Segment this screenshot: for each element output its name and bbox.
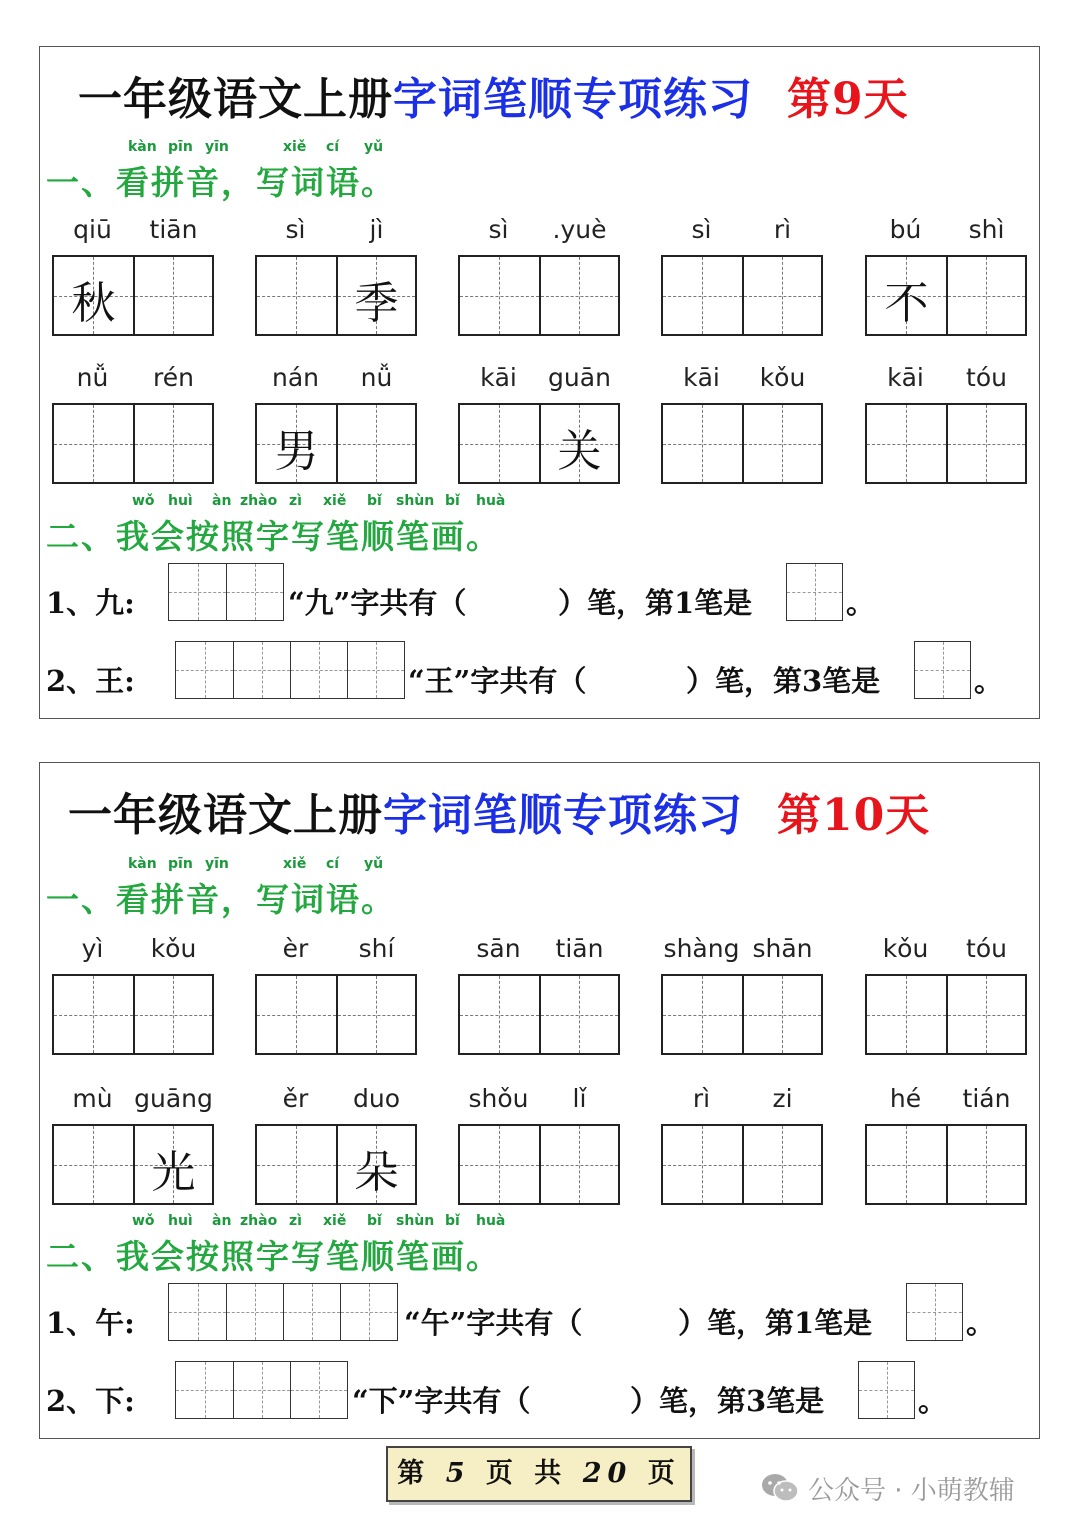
filled-char: 关 <box>557 426 602 477</box>
tianzige-grid <box>661 974 823 1055</box>
tianzige-grid <box>255 255 417 336</box>
writing-cell[interactable] <box>946 405 1025 482</box>
page-label: 页 共 <box>485 1458 568 1489</box>
ruby: pīn <box>168 139 193 155</box>
question-label: 1、九: <box>46 586 135 620</box>
stroke-question-1 <box>46 563 1026 625</box>
word-item <box>52 363 214 493</box>
ruby: bǐ <box>367 1213 382 1229</box>
pinyin: guāng <box>134 1084 213 1113</box>
writing-cell[interactable] <box>742 405 821 482</box>
writing-cell[interactable] <box>133 976 212 1053</box>
pinyin: guān <box>548 363 611 392</box>
tianzige-grid <box>865 974 1027 1055</box>
pinyin: jì <box>369 215 384 244</box>
writing-cell[interactable] <box>946 1126 1025 1203</box>
pinyin: rì <box>692 1084 711 1113</box>
tianzige-grid <box>661 1124 823 1205</box>
pinyin: nán <box>271 363 319 392</box>
page-indicator <box>386 1446 692 1502</box>
section2-pinyin <box>132 493 612 511</box>
stroke-order-grid <box>168 1283 398 1341</box>
ruby: xiě <box>283 856 307 872</box>
word-item <box>458 934 620 1064</box>
writing-cell[interactable] <box>867 976 946 1053</box>
answer-box[interactable] <box>858 1361 915 1419</box>
writing-cell[interactable] <box>54 257 133 334</box>
word-item <box>255 363 417 493</box>
stroke-question-1 <box>46 1283 1026 1345</box>
stroke-cell[interactable] <box>290 642 347 698</box>
question-text: “九”字共有（ <box>288 586 467 620</box>
tianzige-grid <box>52 1124 214 1205</box>
title-topic: 字词笔顺专项练习 <box>393 74 753 125</box>
writing-cell[interactable] <box>460 1126 539 1203</box>
section2-heading: 二、我会按照字写笔顺笔画。 <box>46 517 501 556</box>
ruby: huà <box>476 493 506 509</box>
pinyin: tián <box>962 1084 1011 1113</box>
page-total: 20 <box>582 1458 633 1489</box>
ruby: bǐ <box>445 493 460 509</box>
question-end: 。 <box>974 664 1004 698</box>
writing-cell[interactable] <box>742 257 821 334</box>
writing-cell[interactable] <box>539 976 618 1053</box>
writing-cell[interactable] <box>257 1126 336 1203</box>
word-item <box>255 934 417 1064</box>
writing-cell[interactable] <box>539 405 618 482</box>
pinyin: kāi <box>480 363 517 392</box>
writing-cell[interactable] <box>54 405 133 482</box>
filled-char: 男 <box>274 426 319 477</box>
pinyin: nǚ <box>76 363 109 392</box>
ruby: huì <box>168 1213 193 1229</box>
pinyin: kǒu <box>150 934 197 963</box>
ruby: xiě <box>283 139 307 155</box>
stroke-cell[interactable] <box>233 642 290 698</box>
filled-char: 季 <box>354 278 399 329</box>
ruby: cí <box>326 139 340 155</box>
pinyin: sān <box>476 934 521 963</box>
word-item <box>52 1084 214 1214</box>
writing-cell[interactable] <box>663 257 742 334</box>
tianzige-grid <box>255 403 417 484</box>
ruby: zì <box>289 493 302 509</box>
ruby: kàn <box>128 856 157 872</box>
word-item <box>255 215 417 345</box>
question-text: ）笔，第1笔是 <box>678 1306 873 1340</box>
pinyin: sì <box>488 215 509 244</box>
pinyin: lǐ <box>572 1084 587 1113</box>
ruby: zhào <box>240 1213 278 1229</box>
section1-pinyin <box>128 856 428 874</box>
writing-cell[interactable] <box>460 976 539 1053</box>
writing-cell[interactable] <box>946 257 1025 334</box>
wechat-icon <box>760 1472 800 1504</box>
pinyin: tóu <box>966 363 1007 392</box>
question-end: 。 <box>846 586 876 620</box>
writing-cell[interactable] <box>336 1126 415 1203</box>
answer-box[interactable] <box>906 1283 963 1341</box>
writing-cell[interactable] <box>663 1126 742 1203</box>
section1-pinyin <box>128 139 428 157</box>
ruby: zì <box>289 1213 302 1229</box>
ruby: yīn <box>205 139 229 155</box>
worksheet-title <box>40 63 1039 133</box>
question-text: ）笔，第1笔是 <box>558 586 753 620</box>
stroke-cell[interactable] <box>226 564 283 620</box>
pinyin: kǒu <box>759 363 806 392</box>
writing-cell[interactable] <box>257 405 336 482</box>
writing-cell[interactable] <box>946 976 1025 1053</box>
pinyin: rì <box>773 215 792 244</box>
filled-char: 秋 <box>71 278 116 329</box>
stroke-cell[interactable] <box>290 1362 347 1418</box>
worksheet-day-10 <box>39 762 1040 1439</box>
writing-cell[interactable] <box>54 976 133 1053</box>
stroke-order-grid <box>175 1361 348 1419</box>
pinyin: tiān <box>555 934 604 963</box>
word-item <box>661 363 823 493</box>
stroke-cell[interactable] <box>176 1362 233 1418</box>
page-number: 5 <box>445 1458 471 1489</box>
tianzige-grid <box>458 255 620 336</box>
word-item <box>661 1084 823 1214</box>
ruby: zhào <box>240 493 278 509</box>
filled-char: 光 <box>151 1147 196 1198</box>
ruby: huì <box>168 493 193 509</box>
stroke-cell[interactable] <box>169 564 226 620</box>
word-item <box>865 215 1027 345</box>
pinyin: shí <box>358 934 395 963</box>
page-label: 第 <box>397 1458 431 1489</box>
ruby: shùn <box>396 493 435 509</box>
writing-cell[interactable] <box>133 257 212 334</box>
writing-cell[interactable] <box>742 976 821 1053</box>
stroke-cell[interactable] <box>283 1284 340 1340</box>
ruby: bǐ <box>445 1213 460 1229</box>
stroke-question-2 <box>46 641 1026 703</box>
pinyin: shì <box>968 215 1005 244</box>
ruby: xiě <box>323 1213 347 1229</box>
writing-cell[interactable] <box>539 257 618 334</box>
word-item <box>458 1084 620 1214</box>
pinyin: hé <box>889 1084 922 1113</box>
question-end: 。 <box>966 1306 996 1340</box>
pinyin: tóu <box>966 934 1007 963</box>
question-text: ）笔，第3笔是 <box>686 664 881 698</box>
writing-cell[interactable] <box>54 1126 133 1203</box>
tianzige-grid <box>458 1124 620 1205</box>
word-item <box>661 215 823 345</box>
tianzige-grid <box>661 403 823 484</box>
tianzige-grid <box>661 255 823 336</box>
section2-pinyin <box>132 1213 612 1231</box>
pinyin: èr <box>282 934 309 963</box>
writing-cell[interactable] <box>867 1126 946 1203</box>
tianzige-grid <box>865 403 1027 484</box>
word-item <box>458 215 620 345</box>
worksheet-title <box>40 779 1039 849</box>
pinyin: sì <box>285 215 306 244</box>
page-label: 页 <box>647 1458 681 1489</box>
word-item <box>661 934 823 1064</box>
pinyin: ěr <box>282 1084 309 1113</box>
ruby: cí <box>326 856 340 872</box>
title-topic: 字词笔顺专项练习 <box>383 790 743 841</box>
section2-heading: 二、我会按照字写笔顺笔画。 <box>46 1237 501 1276</box>
tianzige-grid <box>52 255 214 336</box>
ruby: kàn <box>128 139 157 155</box>
word-item <box>52 215 214 345</box>
filled-char: 朵 <box>354 1147 399 1198</box>
word-item <box>865 1084 1027 1214</box>
ruby: shùn <box>396 1213 435 1229</box>
stroke-cell[interactable] <box>226 1284 283 1340</box>
pinyin: shàng <box>663 934 740 963</box>
writing-cell[interactable] <box>867 257 946 334</box>
question-text: ）笔，第3笔是 <box>630 1384 825 1418</box>
ruby: wǒ <box>132 1213 155 1229</box>
stroke-order-grid <box>175 641 405 699</box>
title-grade: 一年级语文上册 <box>78 74 393 125</box>
ruby: yǔ <box>364 139 384 155</box>
question-text: “午”字共有（ <box>404 1306 583 1340</box>
ruby: huà <box>476 1213 506 1229</box>
writing-cell[interactable] <box>336 405 415 482</box>
section1-heading: 一、看拼音，写词语。 <box>46 163 396 202</box>
word-item <box>865 934 1027 1064</box>
writing-cell[interactable] <box>257 976 336 1053</box>
tianzige-grid <box>865 1124 1027 1205</box>
ruby: àn <box>212 493 232 509</box>
pinyin: kāi <box>683 363 720 392</box>
section1-heading: 一、看拼音，写词语。 <box>46 880 396 919</box>
ruby: yīn <box>205 856 229 872</box>
question-end: 。 <box>918 1384 948 1418</box>
worksheet-day-9 <box>39 46 1040 719</box>
writing-cell[interactable] <box>867 405 946 482</box>
writing-cell[interactable] <box>460 257 539 334</box>
pinyin: zi <box>772 1084 793 1113</box>
writing-cell[interactable] <box>133 405 212 482</box>
title-grade: 一年级语文上册 <box>68 790 383 841</box>
pinyin: kǒu <box>882 934 929 963</box>
pinyin: yì <box>81 934 104 963</box>
writing-cell[interactable] <box>539 1126 618 1203</box>
pinyin: duo <box>352 1084 400 1113</box>
question-label: 1、午: <box>46 1306 135 1340</box>
pinyin: bú <box>889 215 922 244</box>
stroke-cell[interactable] <box>347 642 404 698</box>
ruby: xiě <box>323 493 347 509</box>
tianzige-grid <box>255 974 417 1055</box>
question-text: “下”字共有（ <box>352 1384 531 1418</box>
stroke-cell[interactable] <box>340 1284 397 1340</box>
writing-cell[interactable] <box>257 257 336 334</box>
pinyin: shān <box>752 934 813 963</box>
stroke-question-2 <box>46 1361 1026 1423</box>
tianzige-grid <box>458 403 620 484</box>
pinyin: rén <box>153 363 194 392</box>
pinyin: kāi <box>887 363 924 392</box>
stroke-cell[interactable] <box>169 1284 226 1340</box>
ruby: yǔ <box>364 856 384 872</box>
pinyin: shǒu <box>468 1084 529 1113</box>
writing-cell[interactable] <box>336 257 415 334</box>
word-item <box>255 1084 417 1214</box>
tianzige-grid <box>865 255 1027 336</box>
question-label: 2、下: <box>46 1384 135 1418</box>
ruby: àn <box>212 1213 232 1229</box>
ruby: wǒ <box>132 493 155 509</box>
question-label: 2、王: <box>46 664 135 698</box>
pinyin: .yuè <box>552 215 607 244</box>
writing-cell[interactable] <box>663 405 742 482</box>
tianzige-grid <box>255 1124 417 1205</box>
pinyin: sì <box>691 215 712 244</box>
pinyin: mù <box>72 1084 113 1113</box>
filled-char: 不 <box>884 278 929 329</box>
writing-cell[interactable] <box>460 405 539 482</box>
stroke-cell[interactable] <box>176 642 233 698</box>
title-day: 第9天 <box>787 74 909 125</box>
answer-box[interactable] <box>786 563 843 621</box>
word-item <box>52 934 214 1064</box>
tianzige-grid <box>52 403 214 484</box>
watermark-text: 公众号 · 小萌教辅 <box>808 1476 1015 1506</box>
ruby: pīn <box>168 856 193 872</box>
pinyin: qiū <box>73 215 112 244</box>
tianzige-grid <box>458 974 620 1055</box>
tianzige-grid <box>52 974 214 1055</box>
writing-cell[interactable] <box>742 1126 821 1203</box>
word-item <box>458 363 620 493</box>
stroke-order-grid <box>168 563 284 621</box>
question-text: “王”字共有（ <box>408 664 587 698</box>
writing-cell[interactable] <box>336 976 415 1053</box>
writing-cell[interactable] <box>133 1126 212 1203</box>
answer-box[interactable] <box>914 641 971 699</box>
word-item <box>865 363 1027 493</box>
pinyin: tiān <box>149 215 198 244</box>
writing-cell[interactable] <box>663 976 742 1053</box>
stroke-cell[interactable] <box>233 1362 290 1418</box>
ruby: bǐ <box>367 493 382 509</box>
pinyin: nǚ <box>360 363 393 392</box>
title-day: 第10天 <box>777 790 931 841</box>
